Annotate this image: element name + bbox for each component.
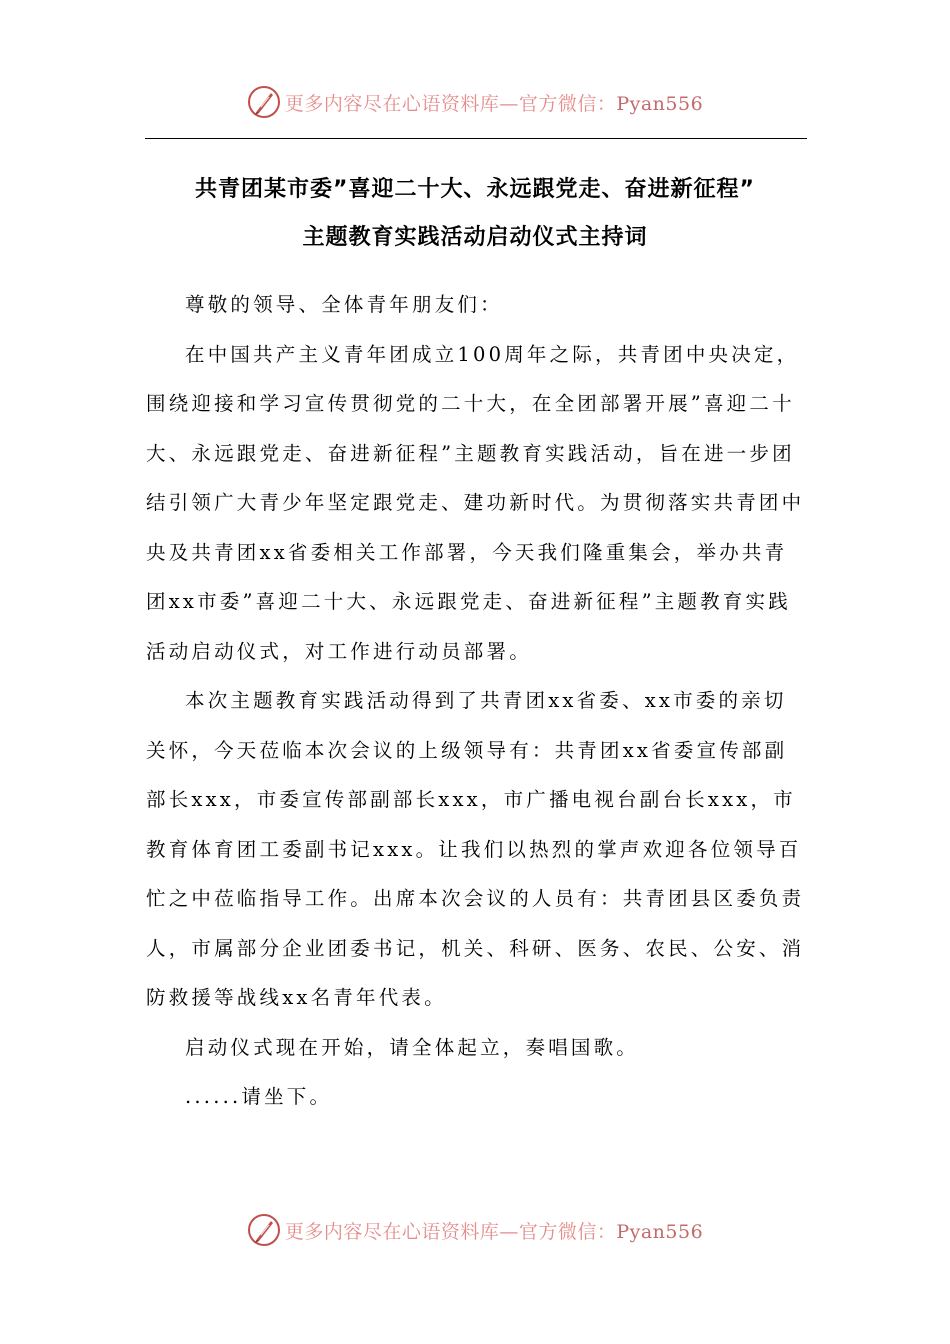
document-title-line-1: 共青团某市委”喜迎二十大、永远跟党走、奋进新征程”	[195, 177, 755, 202]
document-title-line-2: 主题教育实践活动启动仪式主持词	[302, 225, 648, 250]
body-paragraph: ......请坐下。	[185, 1085, 333, 1108]
salutation-paragraph: 尊敬的领导、全体青年朋友们：	[185, 293, 503, 316]
header-banner	[0, 82, 950, 122]
footer-wechat-id: Pyan556	[616, 1220, 704, 1243]
footer-banner	[0, 1210, 950, 1250]
body-paragraph: 启动仪式现在开始，请全体起立，奏唱国歌。	[185, 1035, 640, 1059]
body-paragraph: 本次主题教育实践活动得到了共青团xx省委、xx市委的亲切关怀，今天莅临本次会议的上级领导有：共青团xx省委宣传部副部长xxx，市委宣传部副部长xxx，市广播电视台副台长xxx，市教育体育团工委副书记xxx。让我们以热烈的掌声欢迎各位领导百忙之中莅临指导工作。出席本次会议的人员有：共青团县区委负责人，市属部分企业团委书记，机关、科研、医务、农民、公安、消防救援等战线xx名青年代表。	[146, 689, 805, 1009]
header-wechat-id: Pyan556	[616, 92, 704, 115]
quill-pen-logo-icon	[247, 1213, 281, 1247]
footer-banner-text: 更多内容尽在心语资料库—官方微信：Pyan556	[284, 1220, 704, 1243]
header-divider	[145, 138, 807, 139]
body-paragraph: 在中国共产主义青年团成立100周年之际，共青团中央决定，围绕迎接和学习宣传贯彻党的二十大，在全团部署开展”喜迎二十大、永远跟党走、奋进新征程”主题教育实践活动，旨在进一步团结引领广大青少年坚定跟党走、建功新时代。为贯彻落实共青团中央及共青团xx省委相关工作部署，今天我们隆重集会，举办共青团xx市委”喜迎二十大、永远跟党走、奋进新征程”主题教育实践活动启动仪式，对工作进行动员部署。	[146, 342, 805, 663]
document-body	[146, 280, 808, 1122]
quill-pen-logo-icon	[247, 85, 281, 119]
header-banner-text: 更多内容尽在心语资料库—官方微信：Pyan556	[284, 92, 704, 115]
